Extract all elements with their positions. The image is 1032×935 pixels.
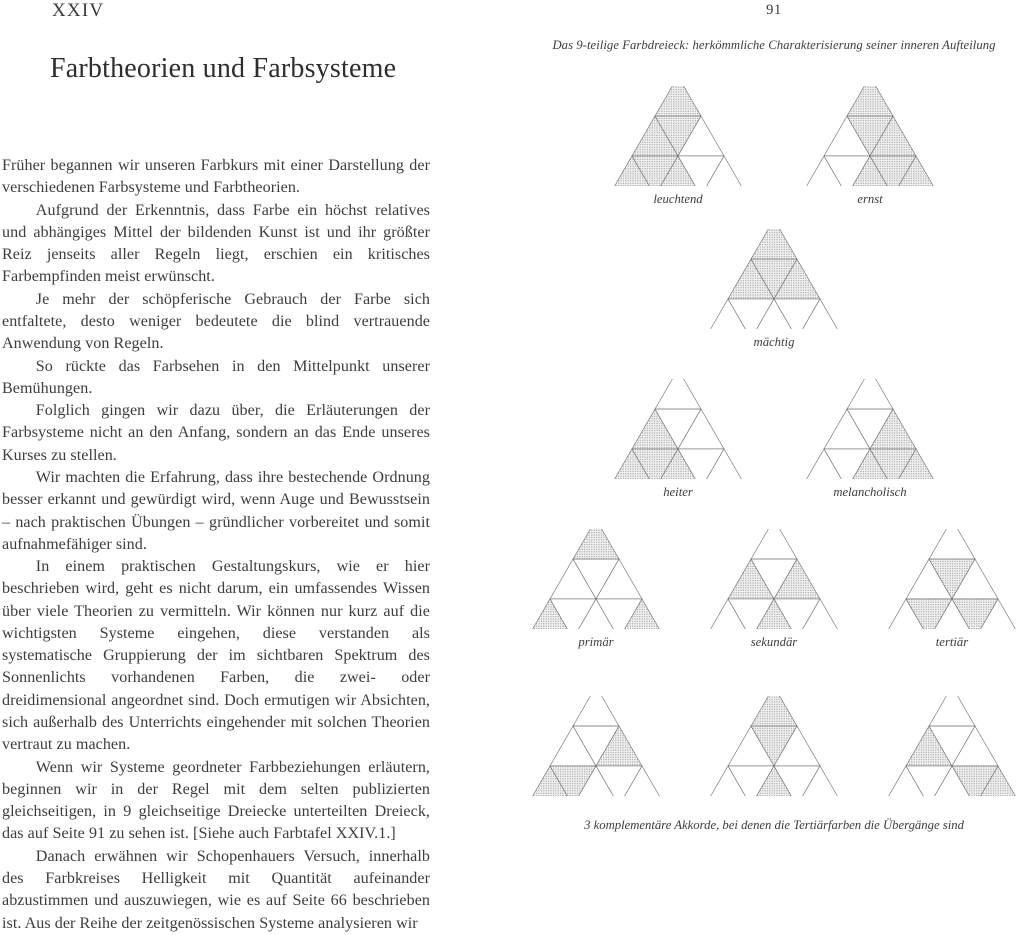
left-page bbox=[0, 0, 516, 932]
figure-row-2 bbox=[516, 229, 1032, 350]
folio-left: XXIV bbox=[52, 0, 105, 21]
figure-sekundär bbox=[699, 529, 849, 650]
figure-leuchtend bbox=[603, 86, 753, 207]
triangle-cell-filled bbox=[751, 229, 797, 259]
folio-right: 91 bbox=[766, 2, 782, 18]
nine-part-triangle bbox=[795, 379, 945, 479]
triangle-cell-empty bbox=[929, 696, 975, 726]
paragraph: So rückte das Farbsehen in den Mittelpunkt unserer Bemühungen. bbox=[2, 357, 430, 397]
triangle-cell-empty bbox=[655, 379, 701, 409]
nine-part-triangle bbox=[521, 696, 671, 796]
figure-chord-10 bbox=[877, 696, 1027, 796]
figure-label: mächtig bbox=[753, 335, 795, 349]
nine-part-triangle bbox=[877, 696, 1027, 796]
paragraph: Früher begannen wir unseren Farbkurs mit einer Darstellung der verschiedenen Farbsysteme und Farbtheorien. bbox=[2, 157, 430, 197]
triangle-cell-filled bbox=[573, 529, 619, 559]
paragraph: Folglich gingen wir dazu über, die Erläuterungen der Farbsysteme nicht an den Anfang, sondern an das Ende unseres Kurses zu stellen. bbox=[2, 402, 430, 464]
triangle-cell-empty bbox=[929, 529, 975, 559]
triangle-cell-empty bbox=[751, 529, 797, 559]
nine-part-triangle bbox=[699, 229, 849, 329]
nine-part-triangle bbox=[603, 86, 753, 186]
triangle-cell-filled bbox=[655, 86, 701, 116]
figure-ernst bbox=[795, 86, 945, 207]
figure-row-4 bbox=[516, 529, 1032, 650]
paragraph: Wir machten die Erfahrung, dass ihre bestechende Ordnung besser erkannt und gewürdigt wird, wenn Auge und Bewusstsein – nach praktischen Übungen – gründlicher vorbereitet und somit aufnahmefähiger sind. bbox=[2, 468, 430, 553]
figure-label: tertiär bbox=[935, 635, 969, 649]
figure-chord-8 bbox=[521, 696, 671, 796]
figure-tertiär bbox=[877, 529, 1027, 650]
figure-label: leuchtend bbox=[653, 192, 703, 206]
figure-caption-top: Das 9-teilige Farbdreieck: herkömmliche Charakterisierung seiner inneren Aufteilung bbox=[552, 38, 996, 52]
triangle-cell-empty bbox=[847, 379, 893, 409]
page-title: Farbtheorien und Farbsysteme bbox=[50, 52, 397, 84]
paragraph: Je mehr der schöpferische Gebrauch der Farbe sich entfaltete, desto weniger bedeutete die blind vertrauende Anwendung von Regeln. bbox=[2, 290, 430, 353]
figure-primär bbox=[521, 529, 671, 650]
nine-part-triangle bbox=[699, 529, 849, 629]
nine-part-triangle bbox=[699, 696, 849, 796]
nine-part-triangle bbox=[521, 529, 671, 629]
figure-label: sekundär bbox=[750, 635, 798, 649]
figure-row-1 bbox=[516, 86, 1032, 207]
figure-label: heiter bbox=[663, 485, 693, 499]
right-page bbox=[516, 0, 1032, 837]
body-text-column bbox=[2, 155, 430, 935]
figure-heiter bbox=[603, 379, 753, 500]
figure-label: ernst bbox=[857, 192, 883, 206]
figure-row-3 bbox=[516, 379, 1032, 500]
figure-chord-9 bbox=[699, 696, 849, 796]
figure-label: primär bbox=[578, 635, 614, 649]
triangle-cell-filled bbox=[847, 86, 893, 116]
nine-part-triangle bbox=[877, 529, 1027, 629]
figure-row-5 bbox=[516, 696, 1032, 796]
figure-label: melancholisch bbox=[833, 485, 907, 499]
nine-part-triangle bbox=[795, 86, 945, 186]
figure-mächtig bbox=[699, 229, 849, 350]
paragraph: Aufgrund der Erkenntnis, dass Farbe ein höchst relatives und abhängiges Mittel der bildenden Kunst ist und ihr größter Reiz jenseits aller Regeln liegt, erschien ein kritisches Farbempfinden meist erwünscht. bbox=[2, 201, 430, 286]
paragraph: Wenn wir Systeme geordneter Farbbeziehungen erläutern, beginnen wir in der Regel mit dem selten publizierten gleichseitigen, in 9 gleichseitige Dreiecke unterteilten Dreieck, das auf Seite 91 zu sehen ist. [Siehe auch Farbtafel XXIV.1.] bbox=[2, 758, 430, 843]
figure-melancholisch bbox=[795, 379, 945, 500]
triangle-cell-empty bbox=[573, 696, 619, 726]
triangle-cell-filled bbox=[751, 696, 797, 726]
paragraph: In einem praktischen Gestaltungskurs, wie er hier beschrieben wird, geht es nicht darum, ein umfassendes Wissen über viele Theorien zu vermitteln. Wir können nur kurz auf die wichtigsten Systeme eingehen, diese verstanden als systematische Gruppierung der im sichtbaren Spektrum des Sonnenlichts vorhandenen Farben, die zwei- oder dreidimensional angeordnet sind. Doch ermutigen wir Absichten, sich außerhalb des Unterrichts eingehender mit solchen Theorien vertraut zu machen. bbox=[2, 558, 430, 754]
figure-caption-bottom: 3 komplementäre Akkorde, bei denen die Tertiärfarben die Übergänge sind bbox=[584, 818, 964, 832]
paragraph: Danach erwähnen wir Schopenhauers Versuch, innerhalb des Farbkreises Helligkeit mit Quantität aufeinander abzustimmen und auszuwiegen, wie es auf Seite 66 beschrieben ist. Aus der Reihe der zeitgenössischen Systeme analysieren wir bbox=[2, 847, 430, 932]
nine-part-triangle bbox=[603, 379, 753, 479]
